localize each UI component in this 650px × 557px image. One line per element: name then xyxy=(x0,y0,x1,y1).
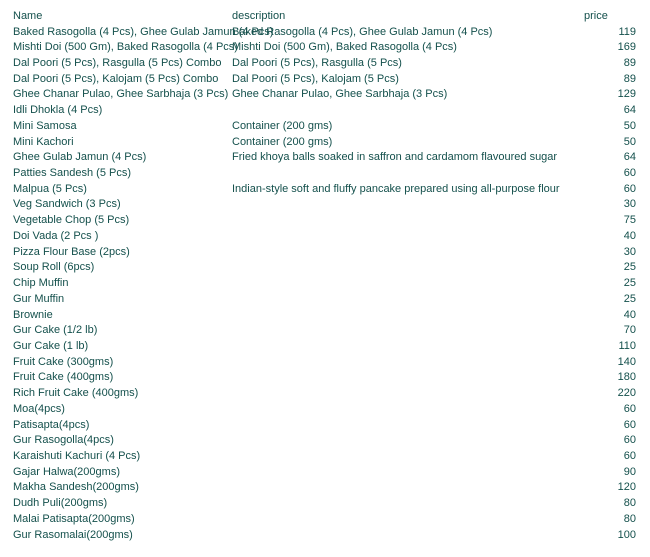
cell-price: 90 xyxy=(623,465,636,478)
cell-name: Chip Muffin xyxy=(13,277,69,289)
table-row xyxy=(0,370,650,386)
cell-description: Indian-style soft and fluffy pancake prepared using all-purpose flour xyxy=(232,182,560,195)
cell-name: Dal Poori (5 Pcs), Kalojam (5 Pcs) Combo xyxy=(13,72,219,85)
table-row xyxy=(0,402,650,418)
cell-description: Baked Rasogolla (4 Pcs), Ghee Gulab Jamun (4 Pcs) xyxy=(232,25,493,38)
table-row xyxy=(0,182,650,198)
table-row xyxy=(0,103,650,119)
cell-description: Mishti Doi (500 Gm), Baked Rasogolla (4 Pcs) xyxy=(232,41,457,54)
cell-price: 30 xyxy=(623,245,636,258)
cell-name: Vegetable Chop (5 Pcs) xyxy=(13,214,130,227)
table-row xyxy=(0,496,650,512)
cell-name: Ghee Gulab Jamun (4 Pcs) xyxy=(13,151,147,164)
cell-name: Fruit Cake (300gms) xyxy=(13,355,114,368)
cell-name: Gur Rasogolla(4pcs) xyxy=(13,434,114,447)
cell-name: Patisapta(4pcs) xyxy=(13,418,90,431)
table-row xyxy=(0,166,650,182)
cell-description: Container (200 gms) xyxy=(232,119,333,132)
cell-name: Fruit Cake (400gms) xyxy=(13,371,114,384)
cell-name: Patties Sandesh (5 Pcs) xyxy=(13,167,132,179)
cell-price: 89 xyxy=(623,72,636,85)
cell-name: Gur Muffin xyxy=(13,292,65,305)
header-price: price xyxy=(584,10,608,22)
header-name: Name xyxy=(13,10,43,22)
table-row xyxy=(0,87,650,103)
table-row xyxy=(0,339,650,355)
table-row xyxy=(0,135,650,151)
table-row xyxy=(0,25,650,41)
cell-price: 60 xyxy=(623,167,636,179)
table-row xyxy=(0,213,650,229)
cell-price: 110 xyxy=(618,339,636,352)
cell-price: 50 xyxy=(623,135,636,148)
cell-price: 40 xyxy=(623,308,636,321)
table-row xyxy=(0,292,650,308)
cell-name: Ghee Chanar Pulao, Ghee Sarbhaja (3 Pcs) xyxy=(13,88,229,101)
cell-price: 50 xyxy=(623,119,636,132)
cell-price: 75 xyxy=(623,214,636,227)
table-row xyxy=(0,480,650,496)
cell-price: 180 xyxy=(617,371,636,384)
cell-name: Karaishuti Kachuri (4 Pcs) xyxy=(13,449,141,462)
cell-name: Mini Kachori xyxy=(13,135,74,148)
cell-price: 64 xyxy=(623,151,636,164)
table-row xyxy=(0,56,650,72)
cell-name: Brownie xyxy=(13,308,53,321)
cell-price: 140 xyxy=(617,355,636,368)
cell-description: Ghee Chanar Pulao, Ghee Sarbhaja (3 Pcs) xyxy=(232,88,448,101)
cell-name: Pizza Flour Base (2pcs) xyxy=(13,245,130,258)
table-row xyxy=(0,355,650,371)
cell-description: Fried khoya balls soaked in saffron and cardamom flavoured sugar xyxy=(232,151,558,164)
cell-price: 80 xyxy=(623,512,636,525)
cell-price: 169 xyxy=(617,41,636,54)
cell-name: Makha Sandesh(200gms) xyxy=(13,481,139,494)
cell-price: 60 xyxy=(623,402,636,415)
table-row xyxy=(0,465,650,481)
cell-price: 25 xyxy=(623,292,636,305)
table-row xyxy=(0,245,650,261)
table-row xyxy=(0,323,650,339)
table-row xyxy=(0,72,650,88)
cell-description: Container (200 gms) xyxy=(232,135,333,148)
table-row xyxy=(0,260,650,276)
table-row xyxy=(0,449,650,465)
table-row xyxy=(0,150,650,166)
header-description: description xyxy=(232,10,286,22)
cell-name: Malai Patisapta(200gms) xyxy=(13,512,135,525)
cell-price: 60 xyxy=(623,449,636,462)
cell-price: 60 xyxy=(623,418,636,431)
cell-price: 220 xyxy=(617,387,636,400)
header-row xyxy=(0,9,650,25)
cell-name: Malpua (5 Pcs) xyxy=(13,182,87,195)
cell-price: 60 xyxy=(623,434,636,447)
table-row xyxy=(0,386,650,402)
cell-name: Mini Samosa xyxy=(13,119,77,132)
cell-price: 25 xyxy=(623,261,636,274)
cell-name: Dal Poori (5 Pcs), Rasgulla (5 Pcs) Combo xyxy=(13,56,222,69)
cell-price: 80 xyxy=(623,497,636,510)
cell-price: 25 xyxy=(623,277,636,289)
cell-price: 119 xyxy=(618,25,636,38)
table-row xyxy=(0,512,650,528)
table-row xyxy=(0,433,650,449)
cell-name: Rich Fruit Cake (400gms) xyxy=(13,387,139,400)
cell-price: 129 xyxy=(617,88,636,101)
cell-price: 70 xyxy=(623,324,636,337)
cell-price: 100 xyxy=(617,528,636,541)
cell-price: 64 xyxy=(623,104,636,117)
table-row xyxy=(0,308,650,324)
cell-name: Gajar Halwa(200gms) xyxy=(13,465,120,478)
cell-price: 40 xyxy=(623,229,636,242)
cell-name: Soup Roll (6pcs) xyxy=(13,261,95,274)
table-row xyxy=(0,276,650,292)
cell-description: Dal Poori (5 Pcs), Kalojam (5 Pcs) xyxy=(232,72,399,85)
cell-name: Doi Vada (2 Pcs ) xyxy=(13,229,99,242)
cell-name: Mishti Doi (500 Gm), Baked Rasogolla (4 Pcs) xyxy=(13,41,238,54)
cell-name: Gur Rasomalai(200gms) xyxy=(13,528,133,541)
table-row xyxy=(0,197,650,213)
cell-name: Dudh Puli(200gms) xyxy=(13,497,108,510)
table-row xyxy=(0,40,650,56)
cell-name: Moa(4pcs) xyxy=(13,402,65,415)
table-row xyxy=(0,418,650,434)
cell-price: 60 xyxy=(623,182,636,195)
cell-name: Veg Sandwich (3 Pcs) xyxy=(13,198,121,211)
cell-name: Gur Cake (1 lb) xyxy=(13,339,89,352)
cell-price: 30 xyxy=(623,198,636,211)
cell-price: 89 xyxy=(623,56,636,69)
cell-price: 120 xyxy=(617,481,636,494)
table-row xyxy=(0,119,650,135)
cell-name: Baked Rasogolla (4 Pcs), Ghee Gulab Jamun (4 Pcs) xyxy=(13,25,274,38)
cell-description: Dal Poori (5 Pcs), Rasgulla (5 Pcs) xyxy=(232,56,402,69)
table-row xyxy=(0,528,650,544)
cell-name: Gur Cake (1/2 lb) xyxy=(13,324,98,337)
cell-name: Idli Dhokla (4 Pcs) xyxy=(13,104,103,117)
table-row xyxy=(0,229,650,245)
